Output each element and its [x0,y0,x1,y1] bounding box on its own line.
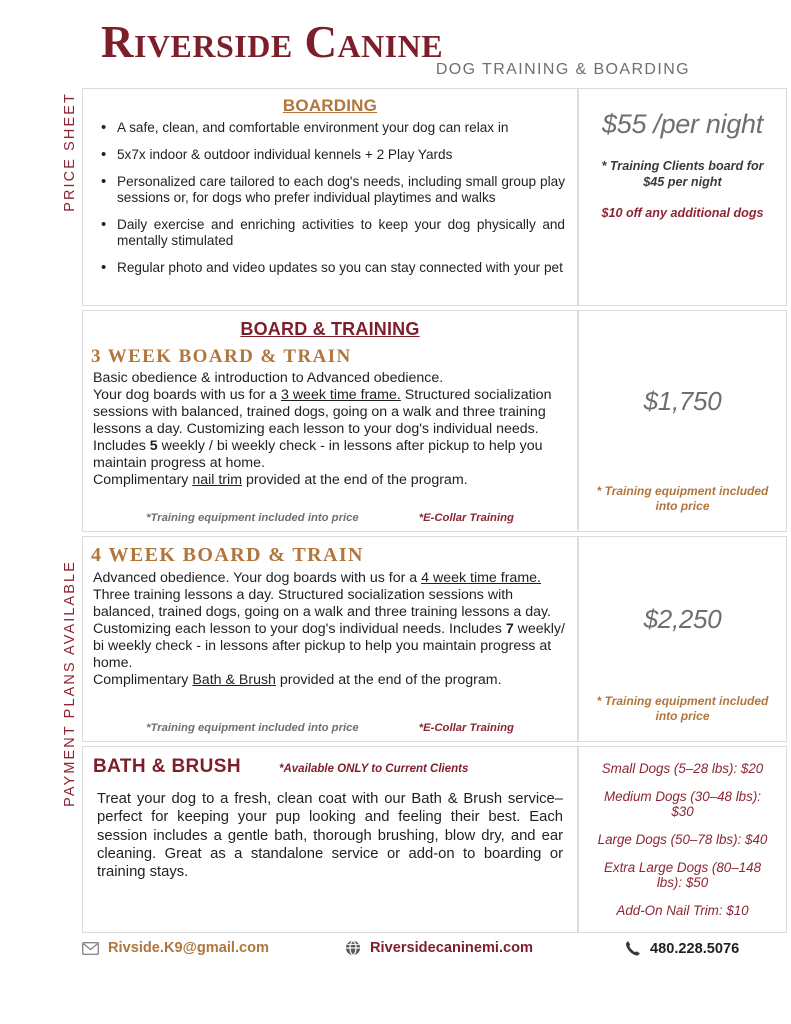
list-item: Extra Large Dogs (80–148 lbs): $50 [603,860,762,890]
three-week-p2-post: weekly / bi weekly check - in lessons after pickup to help you maintain progress at home. [93,438,543,472]
four-week-equipment-note: *Training equipment included into price [146,722,359,734]
three-week-row [82,310,787,532]
three-week-p2-mid: Structured socialization sessions with balanced, trained dogs, going on a walk and three training lessons a day. Customizing each lesson to your dog's individual needs. Includes [93,387,552,455]
three-week-details-cell [82,310,578,532]
board-training-section-title: BOARD & TRAINING [240,319,420,339]
four-week-heading: 4 WEEK BOARD & TRAIN [91,544,364,566]
footer-website[interactable] [345,940,533,956]
page-header [88,0,791,88]
four-week-p2-post: provided at the end of the program. [275,672,502,689]
three-week-p2-pre: Your dog boards with us for a [93,387,281,404]
four-week-price-cell [578,536,787,742]
three-week-timeframe: 3 week time frame. [280,387,401,404]
phone-icon [625,940,641,957]
four-week-ecollar-note: *E-Collar Training [418,722,514,734]
four-week-p2-pre: Complimentary [93,672,193,689]
globe-icon [345,940,361,956]
content-grid [82,88,787,933]
boarding-details-cell [82,88,578,306]
footer-phone[interactable] [625,940,739,957]
three-week-price: $1,750 [643,386,722,417]
three-week-complimentary: nail trim [192,472,243,489]
bath-brush-availability-note: *Available ONLY to Current Clients [279,763,469,775]
boarding-bullet-list [83,120,577,276]
four-week-details-cell [82,536,578,742]
four-week-row [82,536,787,742]
list-item: Large Dogs (50–78 lbs): $40 [597,832,768,847]
bath-brush-title: BATH & BRUSH [93,756,241,777]
boarding-price: $55 /per night [602,109,763,139]
three-week-footnotes [83,512,577,524]
three-week-p3-post: provided at the end of the program. [242,472,468,489]
sidebar-label-price-sheet: PRICE SHEET [62,92,78,212]
list-item: • Personalized care tailored to each dog's needs, including small group play sessions or, for dogs who prefer individual playtimes and walks [117,174,565,206]
three-week-price-cell [578,310,787,532]
four-week-p1-mid: Three training lessons a day. Structured socialization sessions with balanced, trained dogs, going on a walk and three training lessons a day. Customizing each lesson to your dog's individual needs. Includes [93,587,551,638]
boarding-training-client-note: * Training Clients board for $45 per night [601,159,764,190]
footer-website-text: Riversidecaninemi.com [370,940,534,956]
boarding-additional-dog-note: $10 off any additional dogs [601,205,764,220]
list-item: • Daily exercise and enriching activities to keep your dog physically and mentally stimulated [117,217,565,249]
four-week-p1-pre: Advanced obedience. Your dog boards with us for a [93,570,422,586]
four-week-checkin-count: 7 [505,621,514,638]
boarding-section-title: BOARDING [282,96,378,115]
envelope-icon [82,942,99,955]
list-item: • 5x7x indoor & outdoor individual kennels + 2 Play Yards [117,147,565,163]
brand-title: Riverside Canine [101,17,444,67]
three-week-checkin-count: 5 [149,438,158,455]
footer-email[interactable] [82,940,269,956]
three-week-ecollar-note: *E-Collar Training [418,512,514,524]
list-item: Small Dogs (5–28 lbs): $20 [601,761,764,776]
four-week-description [93,570,568,689]
three-week-description [93,370,568,489]
list-item: Medium Dogs (30–48 lbs): $30 [603,789,762,819]
four-week-timeframe: 4 week time frame. [421,570,541,586]
four-week-price: $2,250 [643,604,722,635]
bath-brush-header [93,756,577,778]
sidebar-label-payment-plans: PAYMENT PLANS AVAILABLE [62,560,78,807]
page-footer [82,940,787,972]
three-week-heading: 3 WEEK BOARD & TRAIN [91,346,352,367]
footer-phone-text: 480.228.5076 [650,940,740,957]
four-week-footnotes [83,722,577,734]
three-week-p3-pre: Complimentary [93,472,193,489]
list-item: • A safe, clean, and comfortable environment your dog can relax in [117,120,565,136]
boarding-price-cell [578,88,787,306]
three-week-p1: Basic obedience & introduction to Advanced obedience. [93,370,444,386]
boarding-row [82,88,787,306]
bath-brush-price-list [591,753,774,918]
bath-brush-row [82,746,787,933]
four-week-complimentary: Bath & Brush [192,672,276,689]
bath-brush-details-cell [82,746,578,933]
four-week-p1-post: weekly/ bi weekly check - in lessons after pickup to help you maintain progress at home. [93,621,565,672]
bath-brush-description: Treat your dog to a fresh, clean coat with our Bath & Brush service–perfect for keeping your pup looking and feeling their best. Each session includes a gentle bath, thorough brushing, blow dry, and ear cleaning. Great as a standalone service or add-on to boarding or training stays. [97,791,563,881]
list-item: Add-On Nail Trim: $10 [616,903,749,918]
bath-brush-price-cell [578,746,787,933]
three-week-equipment-note: *Training equipment included into price [146,512,359,524]
footer-email-text: Rivside.K9@gmail.com [108,940,270,956]
list-item: • Regular photo and video updates so you can stay connected with your pet [117,260,565,276]
four-week-equipment-price-note: * Training equipment included into price [596,693,769,724]
three-week-equipment-price-note: * Training equipment included into price [596,483,769,514]
brand-tagline: DOG TRAINING & BOARDING [435,61,690,78]
